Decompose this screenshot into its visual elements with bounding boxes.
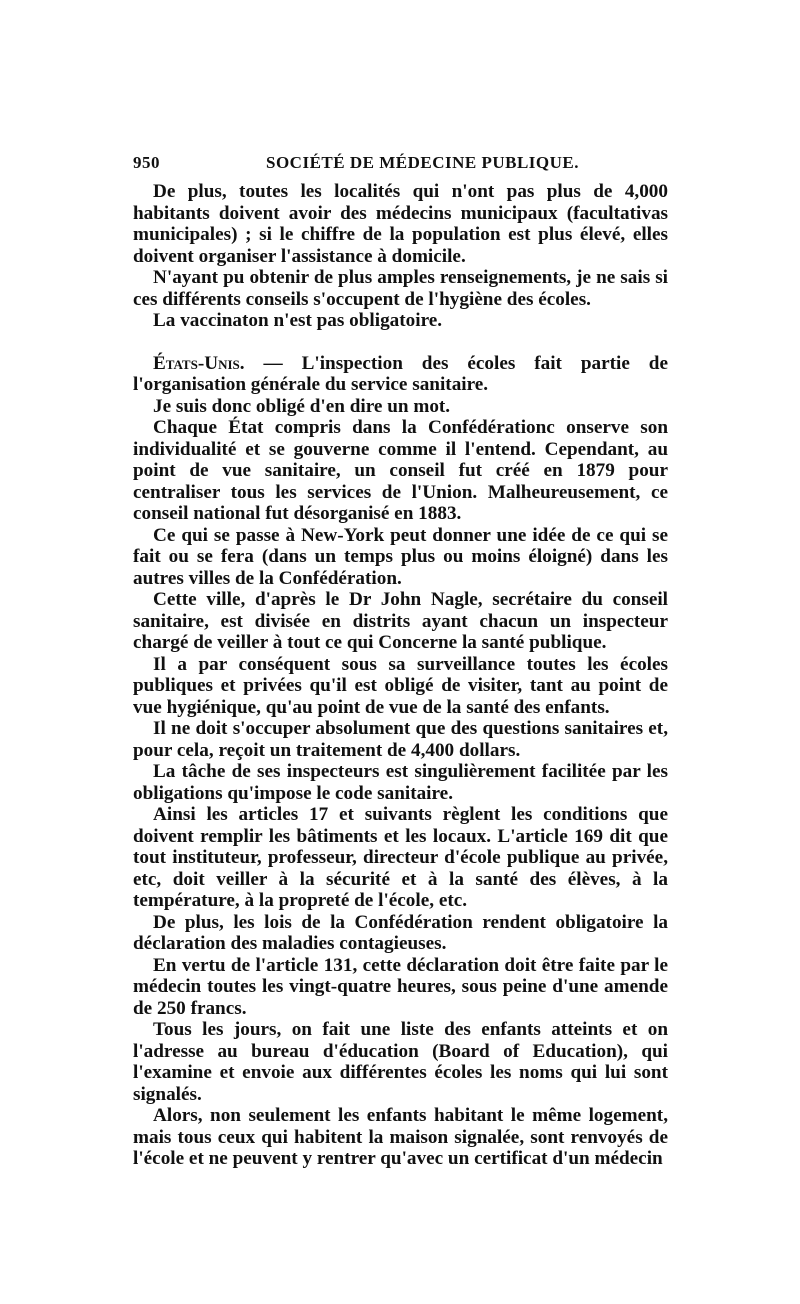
document-page [133, 150, 668, 1170]
paragraph: En vertu de l'article 131, cette déclaration doit être faite par le médecin toutes les vingt-quatre heures, sous peine d'une amende de 250 francs. [133, 954, 668, 1019]
paragraph: Chaque État compris dans la Confédérationc onserve son individualité et se gouverne comme il l'entend. Cependant, au point de vue sanitaire, un conseil fut créé en 1879 pour centraliser tous les services de l'Union. Malheureusement, ce conseil national fut désorganisé en 1883. [133, 417, 668, 524]
paragraph: La vaccinaton n'est pas obligatoire. [153, 310, 443, 331]
section-intro-paragraph [133, 353, 668, 396]
running-title: SOCIÉTÉ DE MÉDECINE PUBLIQUE. [266, 153, 580, 172]
paragraph: La tâche de ses inspecteurs est singulièrement facilitée par les obligations qu'impose le code sanitaire. [133, 761, 668, 804]
paragraph: Ce qui se passe à New-York peut donner une idée de ce qui se fait ou se fera (dans un temps plus ou moins éloigné) dans les autres villes de la Confédération. [133, 524, 668, 589]
paragraph: Il ne doit s'occuper absolument que des questions sanitaires et, pour cela, reçoit un traitement de 4,400 dollars. [133, 718, 668, 761]
section-spain-continuation [133, 181, 668, 332]
paragraph: Je suis donc obligé d'en dire un mot. [153, 395, 451, 417]
page-number: 950 [133, 153, 160, 172]
section-etats-unis [133, 353, 668, 1170]
page-header [133, 150, 668, 174]
paragraph: Tous les jours, on fait une liste des enfants atteints et on l'adresse au bureau d'éducation (Board of Education), qui l'examine et envoie aux différentes écoles les noms qui lui sont signalés. [133, 1019, 668, 1105]
paragraph: Alors, non seulement les enfants habitant le même logement, mais tous ceux qui habitent la maison signalée, sont renvoyés de l'école et ne peuvent y rentrer qu'avec un certificat d'un médecin [133, 1105, 668, 1169]
paragraph: De plus, toutes les localités qui n'ont pas plus de 4,000 habitants doivent avoir des médecins municipaux (facultativas municipales) ; si le chiffre de la population est plus élevé, elles doivent organiser l'assistance à domicile. [133, 181, 668, 267]
paragraph: Ainsi les articles 17 et suivants règlent les conditions que doivent remplir les bâtiments et les locaux. L'article 169 dit que tout instituteur, professeur, directeur d'école publique au privée, etc, doit veiller à la sécurité et à la santé des élèves, à la température, à la propreté de l'école, etc. [133, 804, 668, 911]
paragraph: De plus, les lois de la Confédération rendent obligatoire la déclaration des maladies contagieuses. [133, 911, 668, 954]
section-spacer [133, 332, 668, 353]
paragraph: Cette ville, d'après le Dr John Nagle, secrétaire du conseil sanitaire, est divisée en distrits ayant chacun un inspecteur chargé de veiller à tout ce qui Concerne la santé publique. [133, 589, 668, 653]
section-intro-text: — L'inspection des écoles fait partie de l'organisation générale du service sanitaire. [133, 352, 668, 395]
paragraph: Il a par conséquent sous sa surveillance toutes les écoles publiques et privées qu'il est obligé de visiter, tant au point de vue hygiénique, qu'au point de vue de la santé des enfants. [133, 653, 668, 718]
paragraph: N'ayant pu obtenir de plus amples renseignements, je ne sais si ces différents conseils s'occupent de l'hygiène des écoles. [133, 267, 668, 310]
section-heading: États-Unis. [153, 352, 245, 374]
